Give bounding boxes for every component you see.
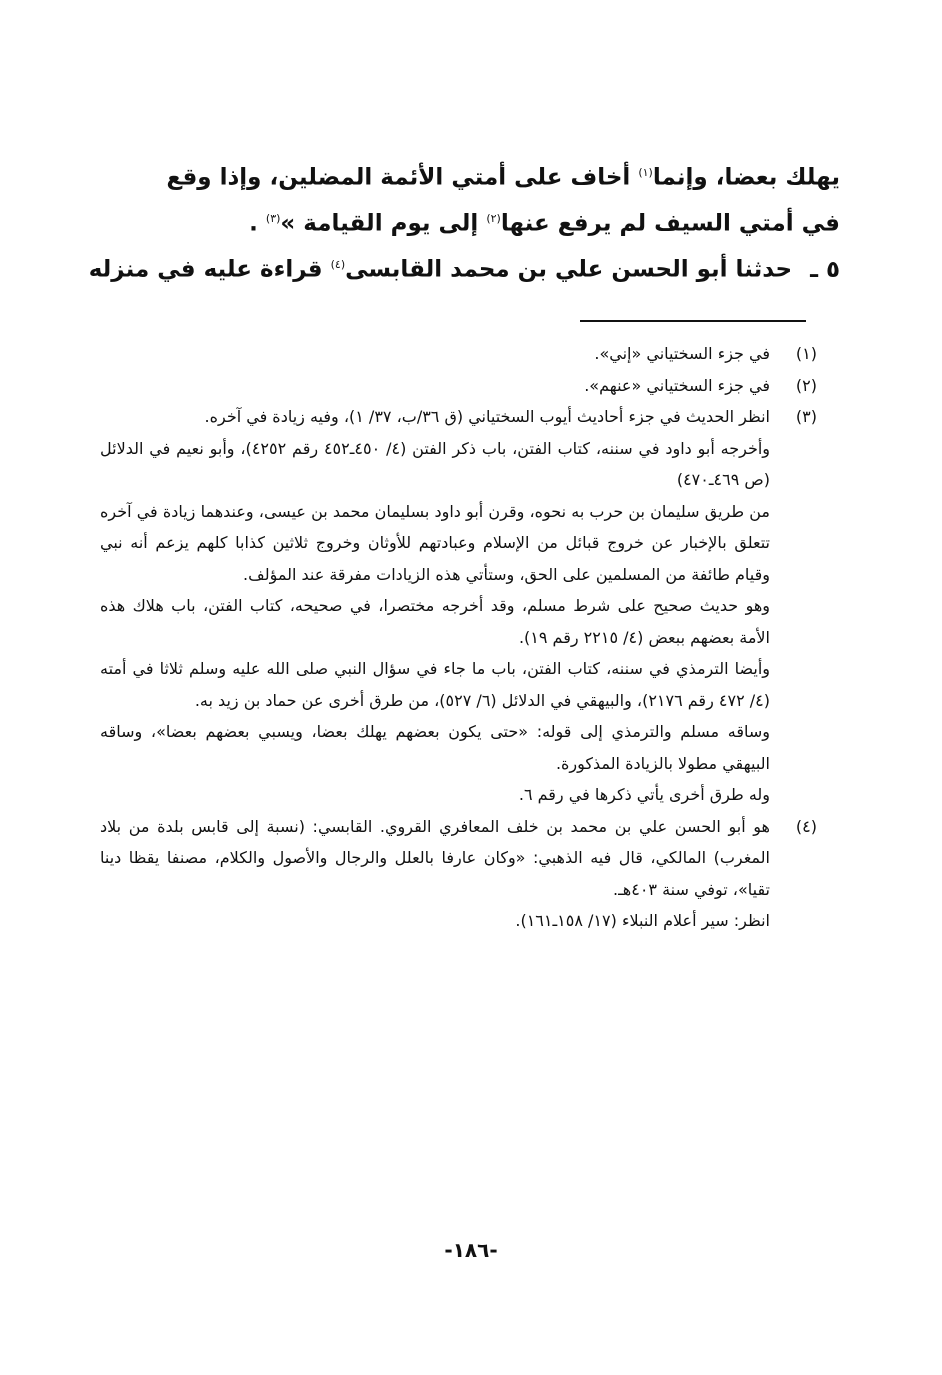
footnote-3-body (100, 401, 770, 811)
page-number: -١٨٦- (444, 1238, 498, 1262)
footnote-separator (580, 320, 806, 322)
footnote-4-para-2: انظر: سير أعلام النبلاء (١٧/ ١٥٨ـ١٦١). (515, 911, 770, 930)
footnote-3-para-4: وهو حديث صحيح على شرط مسلم، وقد أخرجه مختصرا، في صحيحه، كتاب الفتن، باب هلاك هذه الأمة بعضهم ببعض (٤/ ٢٢١٥ رقم ١٩). (100, 596, 770, 647)
footnote-ref-4: (٤) (330, 258, 346, 271)
footnote-3-para-5: وأيضا الترمذي في سننه، كتاب الفتن، باب ما جاء في سؤال النبي صلى الله عليه وسلم ثلاثا في أمته (٤/ ٤٧٢ رقم ٢١٧٦)، والبيهقي في الدلائل (٦/ ٥٢٧)، من طرق أخرى عن حماد بن زيد به. (100, 659, 770, 710)
main-line-2-end: . (249, 210, 266, 237)
footnote-ref-3: (٣) (265, 212, 281, 225)
footnote-3-para-3: من طريق سليمان بن حرب به نحوه، وقرن أبو داود بسليمان محمد بن عيسى، وعندهما زيادة في آخره تتعلق بالإخبار عن خروج قبائل من الإسلام وعبادتهم للأوثان وخروج ثلاثين كذابا كلهم يزعم أنه نبي وقيام طائفة من المسلمين على الحق، وستأتي هذه الزيادات مفرقة عند المؤلف. (100, 501, 770, 584)
footnotes-section (100, 338, 815, 937)
footnote-3-para-6: وساقه مسلم والترمذي إلى قوله: «حتى يكون بعضهم يهلك بعضا، ويسبي بعضهم بعضا»، وساقه البيهقي مطولا بالزيادة المذكورة. (100, 722, 770, 773)
main-line-2-mid: إلى يوم القيامة » (280, 210, 487, 237)
footnote-1-number: (١) (795, 344, 817, 363)
footnote-3 (100, 401, 815, 811)
footnote-3-para-2: وأخرجه أبو داود في سننه، كتاب الفتن، باب ذكر الفتن (٤/ ٤٥٠ـ٤٥٢ رقم ٤٢٥٢)، وأبو نعيم في الدلائل (ص ٤٦٩ـ٤٧٠) (100, 438, 771, 489)
footnote-4-para-1: هو أبو الحسن علي بن محمد بن خلف المعافري القروي. القابسي: (نسبة إلى قابس بلدة من بلاد المغرب) المالكي، قال فيه الذهبي: «وكان عارفا بالعلل والرجال والأصول والكلام، مصنفا يقظا دينا تقيا»، توفي سنة ٤٠٣هـ. (100, 816, 770, 899)
main-text-block (88, 150, 840, 290)
footnote-4-body (100, 811, 770, 937)
main-line-2 (100, 196, 840, 247)
footnote-3-para-1: انظر الحديث في جزء أحاديث أيوب السختياني (ق ٣٦/ب، ٣٧/ ١)، وفيه زيادة في آخره. (204, 407, 770, 426)
footnote-ref-1: (١) (638, 166, 653, 179)
footnote-1-body (100, 338, 770, 370)
main-line-3 (88, 242, 840, 293)
footnote-3-para-7: وله طرق أخرى يأتي ذكرها في رقم ٦. (518, 785, 770, 804)
footnote-1-text: في جزء السختياني «إني». (594, 344, 770, 363)
footnote-4-number: (٤) (795, 816, 817, 836)
hadith-number: ٥ ـ (810, 256, 840, 283)
main-line-3-text: حدثنا أبو الحسن علي بن محمد القابسى (345, 256, 793, 283)
footnote-2-number: (٢) (795, 375, 817, 395)
main-line-1-rest: أخاف على أمتي الأئمة المضلين، وإذا وقع (166, 164, 639, 191)
footnote-4 (100, 811, 815, 937)
footnote-2-body (100, 370, 770, 402)
main-line-3-rest: قراءة عليه في منزله (88, 256, 331, 283)
footnote-1 (100, 338, 815, 370)
footnote-ref-2: (٢) (486, 212, 501, 225)
footnote-3-number: (٣) (795, 407, 817, 426)
footnote-2 (100, 370, 815, 402)
main-line-1-text: يهلك بعضا، وإنما (652, 164, 840, 191)
main-line-2-text: في أمتي السيف لم يرفع عنها (500, 210, 840, 237)
footnote-2-text: في جزء السختياني «عنهم». (584, 375, 770, 395)
main-line-1 (100, 150, 840, 201)
